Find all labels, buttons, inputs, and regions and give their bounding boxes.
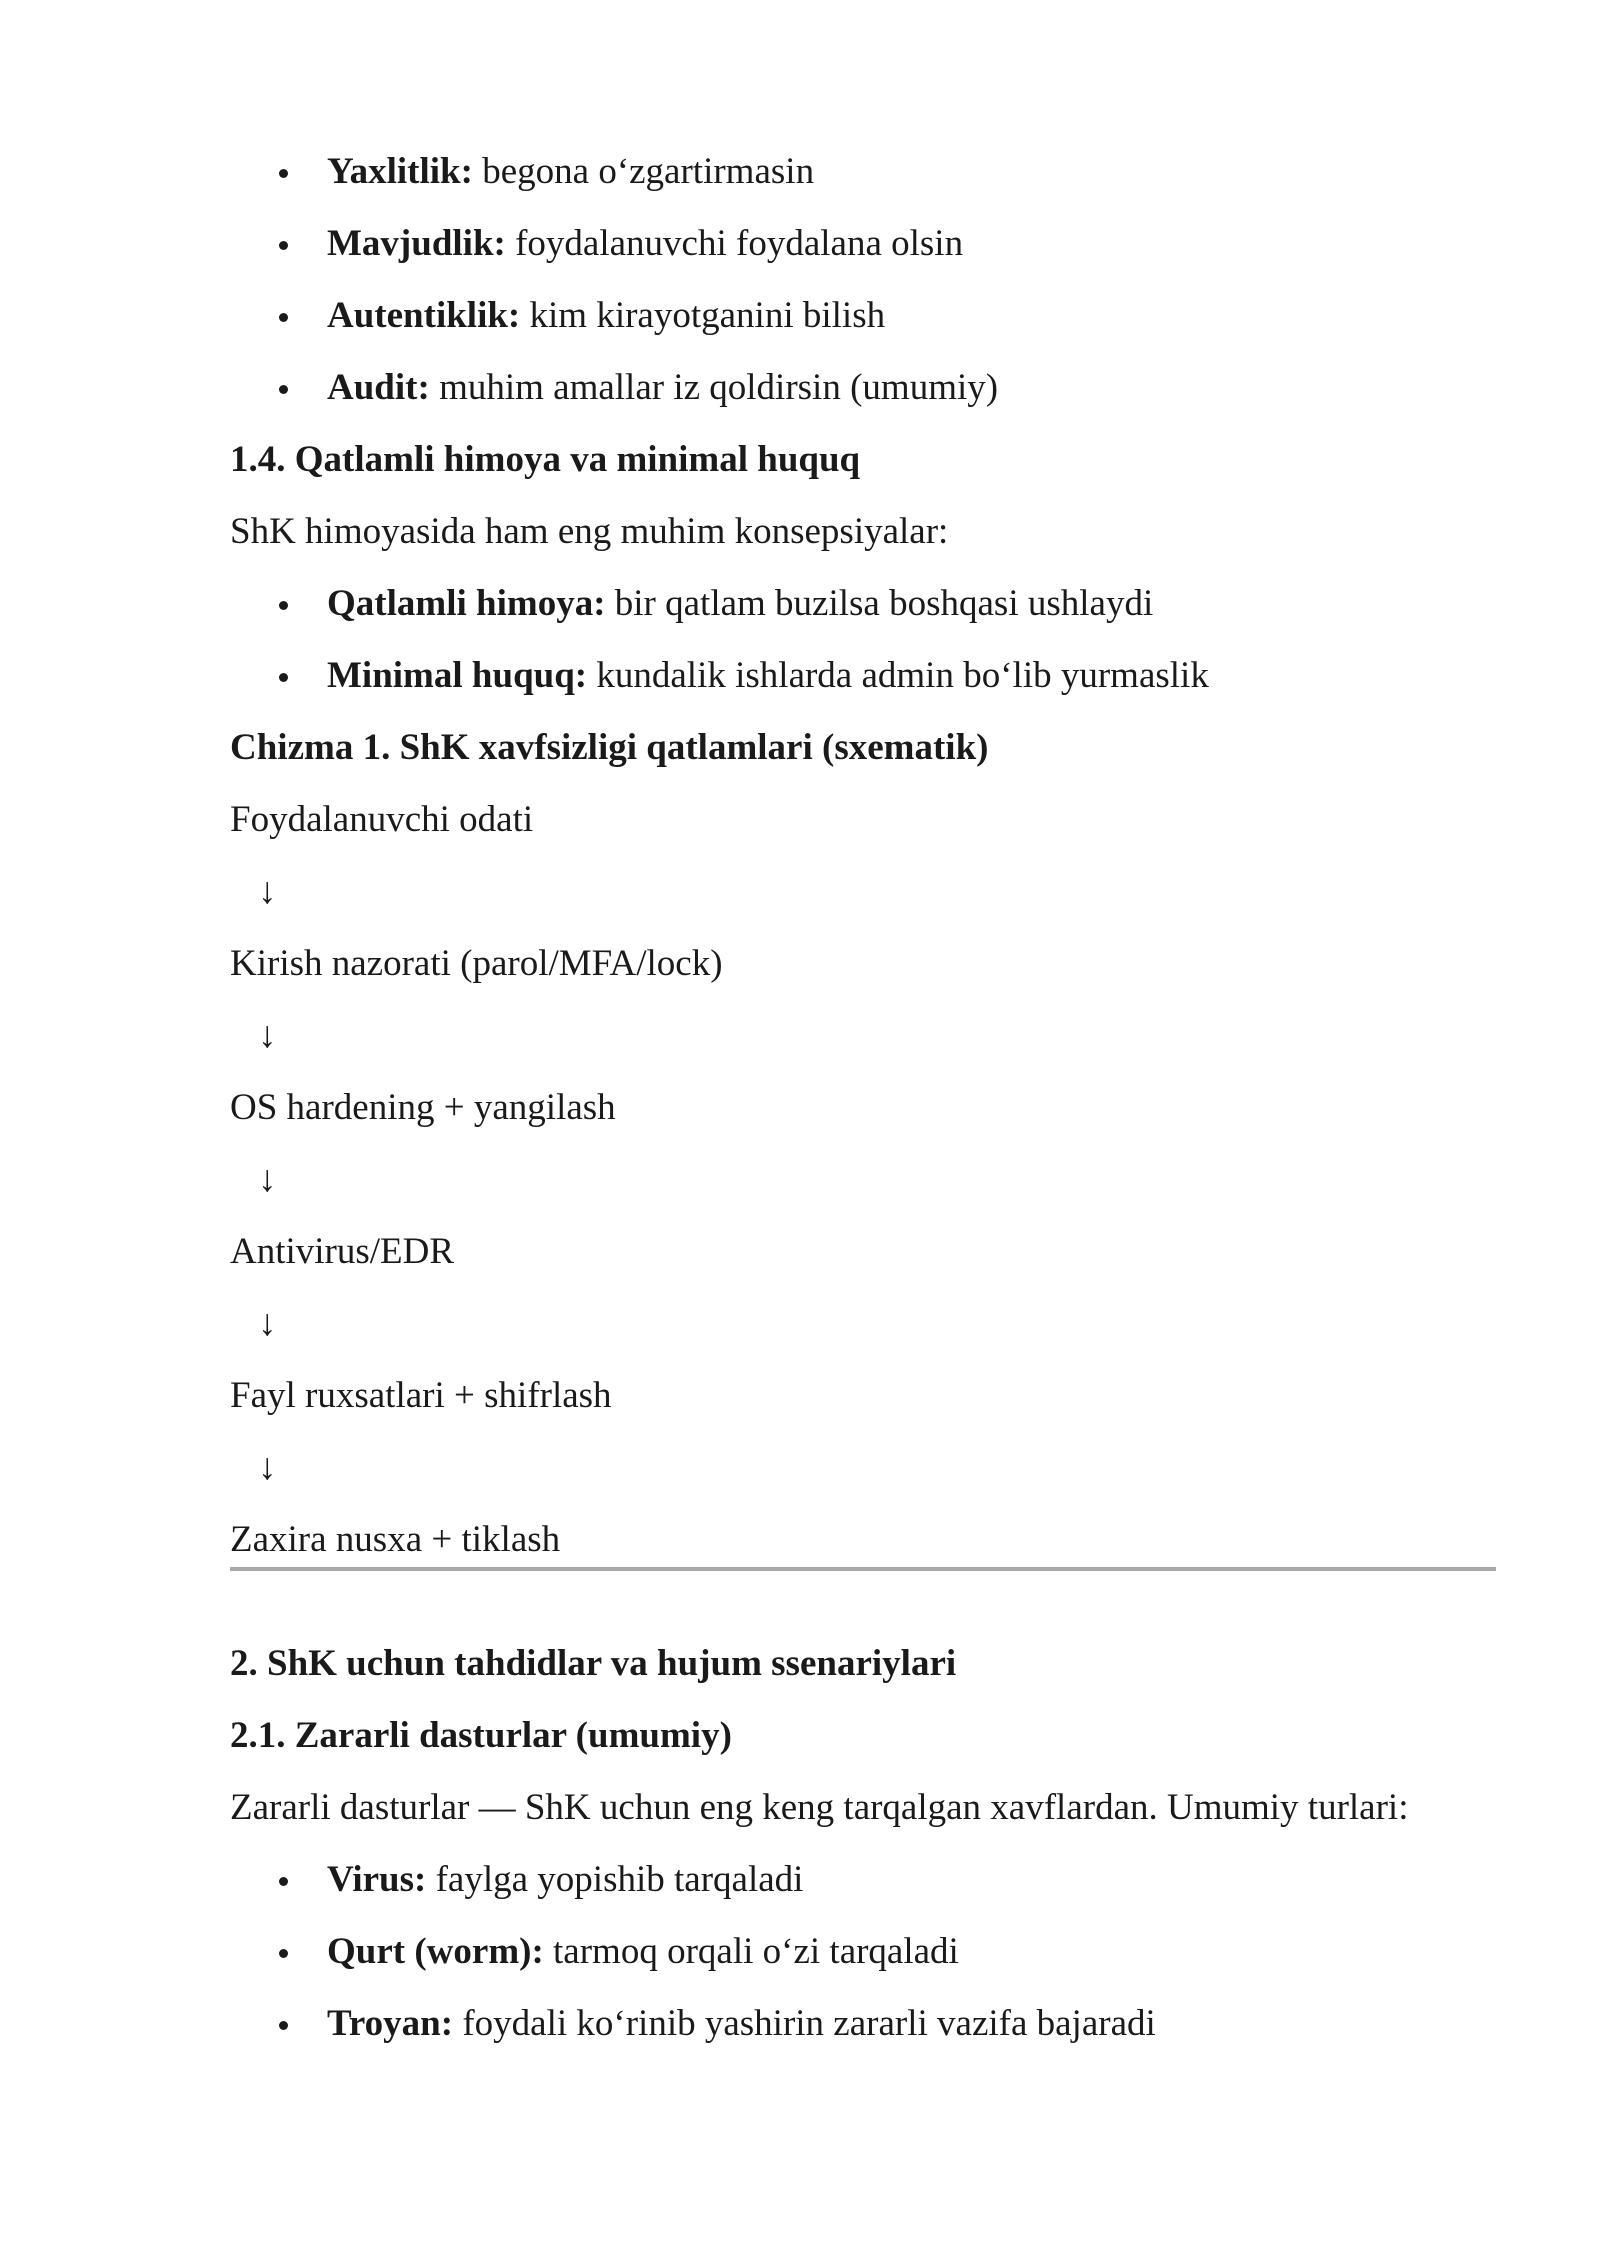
list-item-text: faylga yopishib tarqaladi bbox=[426, 1859, 804, 1900]
down-arrow-icon: ↓ bbox=[258, 1015, 277, 1056]
list-item bbox=[230, 2000, 1496, 2048]
list-item-text: foydalanuvchi foydalana olsin bbox=[505, 223, 964, 264]
list-item-text: muhim amallar iz qoldirsin (umumiy) bbox=[429, 367, 999, 408]
horizontal-divider bbox=[230, 1567, 1496, 1571]
bullet-icon bbox=[279, 385, 288, 394]
list-item bbox=[230, 652, 1496, 700]
down-arrow-icon: ↓ bbox=[258, 1159, 277, 1200]
list-item-text: tarmoq orqali o‘zi tarqaladi bbox=[543, 1931, 959, 1972]
bullet-icon bbox=[279, 169, 288, 178]
list-item-text: begona o‘zgartirmasin bbox=[472, 151, 815, 192]
list-item-term: Audit: bbox=[327, 367, 430, 408]
section-subheading: 2.1. Zararli dasturlar (umumiy) bbox=[230, 1715, 732, 1756]
concepts-list bbox=[230, 580, 1496, 700]
layers-schema bbox=[230, 796, 1496, 1564]
bullet-icon bbox=[279, 1877, 288, 1886]
list-item bbox=[230, 292, 1496, 340]
list-item bbox=[230, 148, 1496, 196]
list-item-term: Virus: bbox=[327, 1859, 427, 1900]
bullet-icon bbox=[279, 1949, 288, 1958]
list-item-text: foydali ko‘rinib yashirin zararli vazifa bajaradi bbox=[453, 2003, 1156, 2044]
list-item-text: kundalik ishlarda admin bo‘lib yurmaslik bbox=[587, 655, 1209, 696]
list-item bbox=[230, 1928, 1496, 1976]
list-item-term: Minimal huquq: bbox=[327, 655, 588, 696]
properties-list bbox=[230, 148, 1496, 412]
bullet-icon bbox=[279, 673, 288, 682]
malware-types-list bbox=[230, 1856, 1496, 2048]
down-arrow-icon: ↓ bbox=[258, 871, 277, 912]
list-item bbox=[230, 580, 1496, 628]
list-item-term: Autentiklik: bbox=[327, 295, 521, 336]
bullet-icon bbox=[279, 313, 288, 322]
list-item bbox=[230, 1856, 1496, 1904]
list-item-term: Qatlamli himoya: bbox=[327, 583, 606, 624]
layer-label: OS hardening + yangilash bbox=[230, 1087, 616, 1128]
paragraph: Zararli dasturlar — ShK uchun eng keng tarqalgan xavflardan. Umumiy turlari: bbox=[230, 1787, 1409, 1828]
section-heading: 2. ShK uchun tahdidlar va hujum ssenariylari bbox=[230, 1643, 957, 1684]
layer-label: Zaxira nusxa + tiklash bbox=[230, 1519, 561, 1560]
list-item-term: Yaxlitlik: bbox=[327, 151, 473, 192]
list-item-text: bir qatlam buzilsa boshqasi ushlaydi bbox=[605, 583, 1154, 624]
list-item-text: kim kirayotganini bilish bbox=[520, 295, 886, 336]
list-item-term: Troyan: bbox=[327, 2003, 454, 2044]
paragraph: ShK himoyasida ham eng muhim konsepsiyalar: bbox=[230, 511, 949, 552]
layer-label: Antivirus/EDR bbox=[230, 1231, 455, 1272]
down-arrow-icon: ↓ bbox=[258, 1447, 277, 1488]
down-arrow-icon: ↓ bbox=[258, 1303, 277, 1344]
section-subheading: 1.4. Qatlamli himoya va minimal huquq bbox=[230, 439, 861, 480]
list-item bbox=[230, 364, 1496, 412]
list-item-term: Mavjudlik: bbox=[327, 223, 506, 264]
layer-label: Foydalanuvchi odati bbox=[230, 799, 534, 840]
document-page bbox=[230, 148, 1496, 2072]
layer-label: Fayl ruxsatlari + shifrlash bbox=[230, 1375, 612, 1416]
list-item bbox=[230, 220, 1496, 268]
bullet-icon bbox=[279, 241, 288, 250]
bullet-icon bbox=[279, 2021, 288, 2030]
figure-title: Chizma 1. ShK xavfsizligi qatlamlari (sxematik) bbox=[230, 727, 989, 768]
list-item-term: Qurt (worm): bbox=[327, 1931, 544, 1972]
layer-label: Kirish nazorati (parol/MFA/lock) bbox=[230, 943, 723, 984]
bullet-icon bbox=[279, 601, 288, 610]
